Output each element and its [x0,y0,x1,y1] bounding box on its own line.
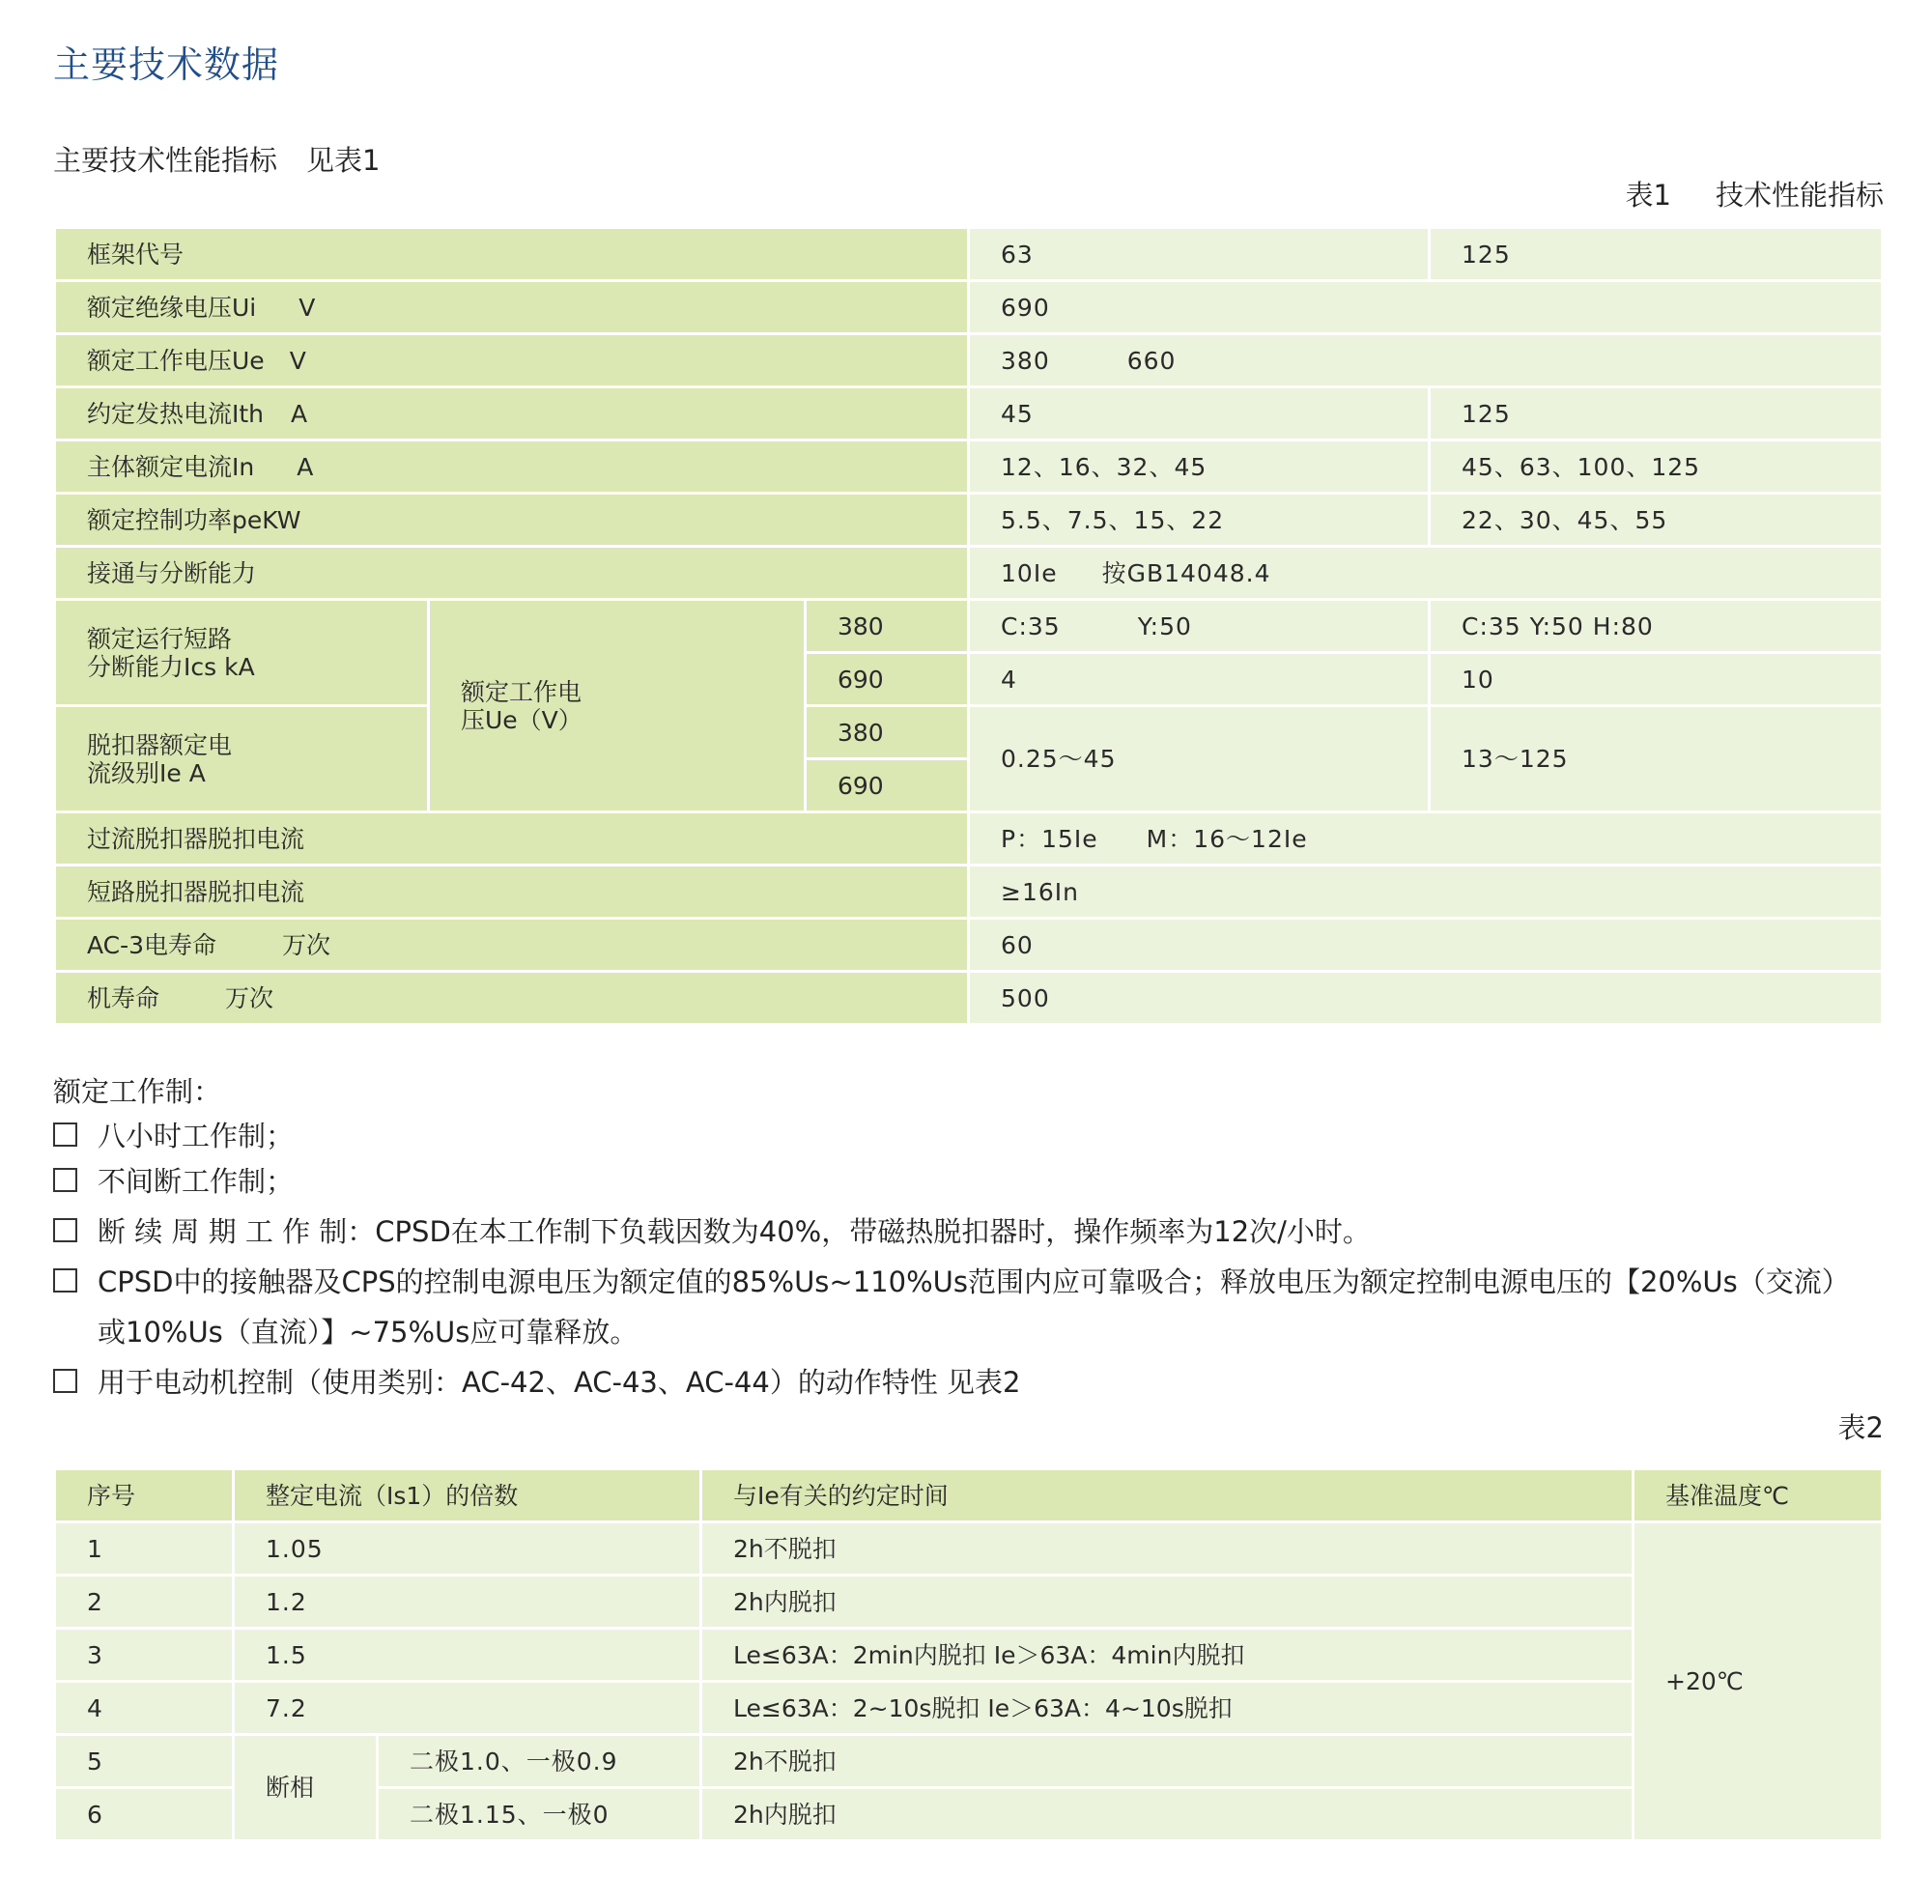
table-row [55,1682,1883,1735]
ue-value-cell [969,334,1883,387]
action-characteristics-table [53,1467,1884,1842]
checkbox-square-icon [53,1123,77,1147]
duty-item-text-line2: 或10%Us（直流）】~75%Us应可靠释放。 [98,1316,639,1349]
ue-v1: 380 [1001,346,1050,375]
ics-380-63-b: Y:50 [1137,611,1192,640]
table-row [55,1735,1883,1788]
intro-line [53,139,380,179]
table-row [55,281,1883,334]
ac3-unit: 万次 [282,930,331,959]
row-no: 2 [55,1576,234,1629]
ith-label-cell [55,387,969,440]
technical-performance-table [53,226,1884,1026]
ics-690-125: 10 [1430,653,1883,706]
header-mult: 整定电流（Is1）的倍数 [234,1469,701,1522]
intro-text: 主要技术性能指标 [53,144,278,177]
ie-125: 13～125 [1430,706,1883,812]
in-125: 45、63、100、125 [1430,440,1883,494]
pe-label: 额定控制功率peKW [55,494,969,547]
row-mult: 1.5 [234,1629,701,1682]
checkbox-square-icon [53,1268,77,1293]
ics-690: 690 [806,653,969,706]
ui-label: 额定绝缘电压Ui [87,293,257,322]
row-no: 1 [55,1522,234,1576]
checkbox-square-icon [53,1369,77,1393]
table-row [55,440,1883,494]
mech-value: 500 [969,972,1883,1025]
ics-380-63-a: C:35 [1001,611,1061,640]
in-label-cell [55,440,969,494]
ac3-label: AC-3电寿命 [87,930,217,959]
in-label: 主体额定电流In [87,452,255,481]
ics-label-line1: 额定运行短路 [87,624,233,653]
ac3-value: 60 [969,919,1883,972]
row-no: 3 [55,1629,234,1682]
ie-label-line2: 流级别Ie A [87,758,206,787]
table1-caption [1626,174,1884,213]
table-row [55,812,1883,866]
ie-380: 380 [806,706,969,759]
ie-63: 0.25～45 [969,706,1430,812]
ith-125: 125 [1430,387,1883,440]
make-v1: 10Ie [1001,558,1058,587]
ue-mid-line1: 额定工作电 [461,677,582,706]
make-v2: 按GB14048.4 [1101,558,1271,587]
temp-value: +20℃ [1634,1522,1883,1841]
short-value: ≥16In [969,866,1883,919]
duty-item-text-line1: CPSD中的接触器及CPS的控制电源电压为额定值的85%Us~110%Us范围内应可靠吸合；释放电压为额定控制电源电压的【20%Us（交流） [98,1265,1850,1298]
ics-label-cell [55,600,429,706]
table-row [55,972,1883,1025]
ac3-label-cell [55,919,969,972]
table-row [55,866,1883,919]
row-time: 2h内脱扣 [701,1788,1634,1841]
ue-v2: 660 [1126,346,1177,375]
ue-label-cell [55,334,969,387]
ics-690-63: 4 [969,653,1430,706]
row-time: Le≤63A：2~10s脱扣 Ie＞63A：4~10s脱扣 [701,1682,1634,1735]
ics-380: 380 [806,600,969,653]
pe-63: 5.5、7.5、15、22 [969,494,1430,547]
duty-heading: 额定工作制： [53,1075,222,1108]
duty-item-text: 八小时工作制； [98,1120,295,1152]
table-row [55,1576,1883,1629]
ith-label: 约定发热电流Ith [87,399,265,428]
ics-380-125: C:35 Y:50 H:80 [1430,600,1883,653]
pe-125: 22、30、45、55 [1430,494,1883,547]
over-v1: P：15Ie [1001,824,1098,853]
ith-unit: A [291,399,308,428]
row-mult: 7.2 [234,1682,701,1735]
checkbox-square-icon [53,1168,77,1192]
phase-loss-cell: 断相 [234,1735,378,1841]
row-time: 2h内脱扣 [701,1576,1634,1629]
ie-label-cell [55,706,429,812]
ue-unit: V [289,346,306,375]
row-mult: 1.2 [234,1576,701,1629]
table-row [55,228,1883,281]
ith-63: 45 [969,387,1430,440]
over-label: 过流脱扣器脱扣电流 [55,812,969,866]
table1-caption-title: 技术性能指标 [1715,179,1884,212]
row-time: 2h不脱扣 [701,1735,1634,1788]
row-no: 5 [55,1735,234,1788]
short-label: 短路脱扣器脱扣电流 [55,866,969,919]
table-row [55,494,1883,547]
table1-caption-no: 表1 [1625,179,1671,212]
frame-label: 框架代号 [55,228,969,281]
header-temp: 基准温度℃ [1634,1469,1883,1522]
ui-label-cell [55,281,969,334]
duty-item-text: 断 续 周 期 工 作 制：CPSD在本工作制下负载因数为40%，带磁热脱扣器时，操作频率为12次/小时。 [98,1215,1371,1248]
mech-unit: 万次 [225,983,274,1012]
ie-label-line1: 脱扣器额定电 [87,730,233,759]
row-mult: 二极1.15、一极0 [378,1788,701,1841]
mech-label: 机寿命 [87,983,160,1012]
frame-63: 63 [969,228,1430,281]
header-no: 序号 [55,1469,234,1522]
table-row [55,1629,1883,1682]
ue-label: 额定工作电压Ue [87,346,265,375]
ue-mid-line2: 压Ue（V） [461,705,582,734]
header-time: 与Ie有关的约定时间 [701,1469,1634,1522]
row-mult: 1.05 [234,1522,701,1576]
row-time: Le≤63A：2min内脱扣 Ie＞63A：4min内脱扣 [701,1629,1634,1682]
table-header-row [55,1469,1883,1522]
ics-380-63-cell [969,600,1430,653]
duty-item-text: 不间断工作制； [98,1165,295,1198]
table-row [55,547,1883,600]
ui-value: 690 [969,281,1883,334]
ue-mid-cell [429,600,806,812]
make-value-cell [969,547,1883,600]
mech-label-cell [55,972,969,1025]
in-63: 12、16、32、45 [969,440,1430,494]
row-time: 2h不脱扣 [701,1522,1634,1576]
row-mult: 二极1.0、一极0.9 [378,1735,701,1788]
table-row [55,600,1883,653]
table2-caption: 表2 [1837,1411,1884,1444]
intro-ref: 见表1 [306,144,381,177]
ie-690: 690 [806,759,969,812]
table-row [55,334,1883,387]
in-unit: A [297,452,314,481]
checkbox-square-icon [53,1218,77,1242]
ui-unit: V [298,293,316,322]
frame-125: 125 [1430,228,1883,281]
table-row [55,1522,1883,1576]
row-no: 4 [55,1682,234,1735]
duty-item-text: 用于电动机控制（使用类别：AC-42、AC-43、AC-44）的动作特性 见表2 [98,1366,1021,1399]
over-v2: M：16～12Ie [1146,824,1308,853]
make-label: 接通与分断能力 [55,547,969,600]
table-row [55,706,1883,759]
ics-label-line2: 分断能力Ics kA [87,652,255,681]
row-no: 6 [55,1788,234,1841]
page-title: 主要技术数据 [53,43,280,86]
table-row [55,387,1883,440]
table-row [55,919,1883,972]
over-value-cell [969,812,1883,866]
